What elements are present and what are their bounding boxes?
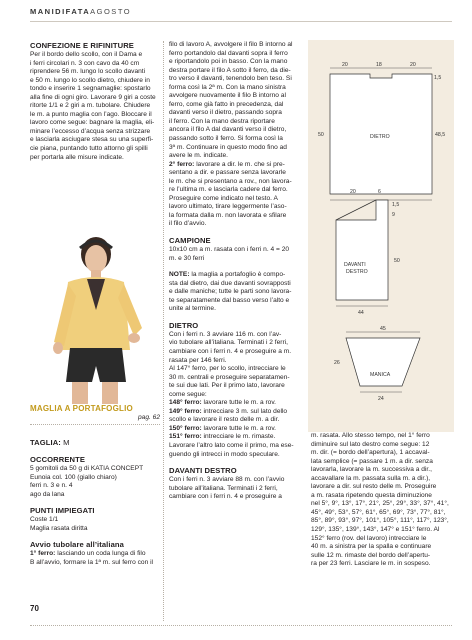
manica-top: 45 xyxy=(380,326,386,332)
occorrente-heading: OCCORRENTE xyxy=(30,455,86,464)
text-line: forma così la 2ª m. Con la mano sinistra xyxy=(169,83,286,91)
note-lead: NOTE: xyxy=(169,271,190,279)
row-instruction xyxy=(169,408,304,417)
text-line: m. e 30 ferri xyxy=(169,254,205,262)
text-line: ritorte 1/1 e 2 giri a m. tubolare. Chiudere xyxy=(30,102,151,110)
text-line: minare l’eccesso d’acqua senza strizzare xyxy=(30,127,151,135)
davanti-label-1: DAVANTI xyxy=(344,262,366,268)
model-illustration xyxy=(30,232,160,404)
magazine-brand: MANIDIFATA xyxy=(30,7,91,16)
text-line: il filo d’avvio. xyxy=(169,220,207,228)
text-line: la formata dalla m. non lavorata e sfilare xyxy=(169,211,287,219)
text-line: 10x10 cm a m. rasata con i ferri n. 4 = 20 xyxy=(169,246,290,254)
text-line: 85°, 89°, 93°, 97°, 101°, 105°, 111°, 117°, 123°, xyxy=(311,517,449,525)
campione-heading: CAMPIONE xyxy=(169,236,211,246)
text-line: il ferro. Con la mano destra riportare xyxy=(169,117,275,125)
text-line: 45°, 49°, 53°, 57°, 61°, 65°, 69°, 73°, 77°, 81°, xyxy=(311,508,446,516)
text-line: e dalle maniche; tutte le parti sono lavora- xyxy=(169,288,292,296)
text-line: 129°, 135°, 139°, 143°, 147° e 151° ferro. Al xyxy=(311,526,440,534)
text-line: cambiare con i ferri n. 4 e proseguire a xyxy=(169,493,282,501)
text-line: a m. rasata ripetendo questa diminuzione xyxy=(311,491,432,499)
dietro-top-mid: 18 xyxy=(376,62,382,68)
note-text-1: la maglia a portafoglio è compo- xyxy=(189,271,286,279)
text-line: lavoro ultimato, tirare leggermente l’aso- xyxy=(169,203,287,211)
stitch-line: Coste 1/1 xyxy=(30,516,59,524)
text-line: m. rasata. Allo stesso tempo, nel 1° ferro xyxy=(311,432,430,439)
row-lead: 151° ferro: xyxy=(169,433,202,441)
stitch-line: Maglia rasata diritta xyxy=(30,524,88,532)
text-line: sentano a dir. e passare senza lavorarle xyxy=(169,169,286,177)
occorrente-text xyxy=(30,465,160,499)
size-value: M xyxy=(60,438,70,447)
avvio-continued-text xyxy=(169,41,304,161)
f2-text xyxy=(169,169,304,229)
material-line: 5 gomitoli da 50 g di KATIA CONCEPT xyxy=(30,465,144,472)
text-line: ferro portandolo dal davanti sopra il ferro xyxy=(169,49,288,57)
dietro-side-right: 48,5 xyxy=(435,132,446,138)
text-line: avvolgere nuovamente il filo B intorno al xyxy=(169,92,286,100)
text-line: cambiare con i ferri n. 4 e proseguire a m. xyxy=(169,347,292,355)
text-line: ferro, come già fatto in precedenza, dal xyxy=(169,100,284,108)
text-line: tro verso il davanti, tenendolo ben teso. Si xyxy=(169,75,292,83)
text-line: Con i ferri n. 3 avviare 88 m. con l’avvio xyxy=(169,476,285,484)
avvio-heading: Avvio tubolare all’italiana xyxy=(30,540,124,550)
text-line: m. dir. (= bordo dell’apertura), 1 accaval- xyxy=(311,449,430,457)
text-line: Per il bordo dello scollo, con il Dama e xyxy=(30,51,143,58)
davanti-side-small: 1,5 xyxy=(392,202,400,208)
text-line: te separatamente dal basso verso l’alto e xyxy=(169,296,290,304)
text-line: diminuire sul lato destro come segue: 12 xyxy=(311,440,430,448)
page-number: 70 xyxy=(30,604,39,613)
note-text xyxy=(169,280,304,314)
f2-line-1 xyxy=(169,161,304,170)
text-line: come segue: xyxy=(169,390,207,398)
f2-text-1: lavorare a dir. le m. che si pre- xyxy=(194,160,285,168)
text-line: avere le m. indicate. xyxy=(169,152,229,160)
f2-lead: 2° ferro: xyxy=(169,160,195,168)
size-line xyxy=(30,438,160,448)
text-line: ancora il filo A dal davanti verso il dietro, xyxy=(169,126,287,134)
davanti-top-a: 20 xyxy=(350,189,356,195)
text-line: lavoro come segue: bagnare la maglia, eli- xyxy=(30,119,155,127)
text-line: Proseguire come indicato nel testo. A xyxy=(169,194,278,202)
punti-text xyxy=(30,516,160,533)
size-label: TAGLIA: xyxy=(30,438,61,447)
schematics-panel xyxy=(308,40,454,432)
text-line: ra per 23 ferri. Lasciare le m. in sospeso. xyxy=(311,560,431,568)
material-line: Eunoia col. 100 (giallo chiaro) xyxy=(30,473,117,481)
magazine-issue: AGOSTO xyxy=(90,7,132,16)
confezione-text xyxy=(30,51,158,162)
row-instruction xyxy=(169,416,304,425)
text-line: vio tubolare all’italiana. Terminati i 2 ferri, xyxy=(169,339,288,347)
manica-side: 26 xyxy=(334,360,340,366)
text-line: sta dal dietro, dai due davanti sovrapposti xyxy=(169,279,291,287)
text-line: filo di lavoro A, avvolgere il filo B intorno al xyxy=(169,41,293,48)
dietro-text xyxy=(169,331,304,399)
manica-label: MANICA xyxy=(370,372,391,378)
davanti-side-right: 50 xyxy=(394,258,400,264)
text-line: alla fine di ogni giro. Lavorare 9 giri a coste xyxy=(30,93,156,101)
row-lead: 149° ferro: xyxy=(169,407,202,415)
title-divider xyxy=(30,424,160,425)
running-header xyxy=(30,7,450,21)
row-text: scollo e lavorare il resto delle m. a dir. xyxy=(169,416,280,424)
avvio-text-1: lasciando un coda lunga di filo xyxy=(55,550,146,558)
davanti-top-b: 6 xyxy=(378,189,381,195)
dietro-heading: DIETRO xyxy=(169,320,199,330)
text-line: tubolare all’italiana. Terminati i 2 ferri, xyxy=(169,484,278,492)
avvio-lead: 1° ferro: xyxy=(30,550,56,558)
column-1 xyxy=(30,41,158,162)
row-instruction xyxy=(169,399,304,408)
schematics-svg xyxy=(308,40,454,432)
note-line-1 xyxy=(169,271,304,280)
schema-davanti xyxy=(336,200,388,300)
text-line: i ferri circolari n. 3 con cavo da 40 cm xyxy=(30,59,140,67)
page-reference: pag. 62 xyxy=(138,414,160,421)
model-title: MAGLIA A PORTAFOGLIO xyxy=(30,404,133,413)
row-text: lavorare tutte le m. a rov. xyxy=(201,399,276,407)
confezione-heading: CONFEZIONE E RIFINITURE xyxy=(30,41,134,50)
text-line: rasata per 146 ferri. xyxy=(169,356,227,364)
campione-text xyxy=(169,246,304,263)
header-rule xyxy=(30,21,452,22)
text-line: cie piana, puntando tutto attorno gli spilli xyxy=(30,145,148,153)
text-line: lavorare a dir. sul resto delle m. Proseguire xyxy=(311,483,437,491)
text-line: unite al termine. xyxy=(169,305,216,313)
davanti-label-2: DESTRO xyxy=(346,269,368,275)
text-line: e lasciarla asciugare stesa su una superfi- xyxy=(30,136,154,144)
punti-heading: PUNTI IMPIEGATI xyxy=(30,506,95,516)
text-line: lavorarla, lavorare la m. successiva a dir., xyxy=(311,466,432,474)
avvio-line-2: B all’avvio, formare la 1ª m. sul ferro con il xyxy=(30,558,154,566)
text-line: Con i ferri n. 3 avviare 116 m. con l’av- xyxy=(169,330,282,338)
dietro-label: DIETRO xyxy=(370,134,390,140)
davanti-side-small2: 9 xyxy=(392,212,395,218)
row-instruction xyxy=(169,451,304,460)
model-photo xyxy=(30,232,160,404)
text-line: davanti verso il dietro, passando sopra xyxy=(169,109,282,117)
row-instruction xyxy=(169,433,304,442)
material-line: ferri n. 3 e n. 4 xyxy=(30,482,73,490)
row-lead: 148° ferro: xyxy=(169,399,202,407)
davanti-destro-heading: DAVANTI DESTRO xyxy=(169,466,237,476)
dietro-rows xyxy=(169,399,304,459)
text-line: 3ª m. Continuare in questo modo fino ad xyxy=(169,143,287,151)
dietro-top-left: 20 xyxy=(342,62,348,68)
material-line: ago da lana xyxy=(30,490,65,498)
davanti-bottom: 44 xyxy=(358,310,364,316)
davanti-destro-continued xyxy=(311,432,453,569)
schema-manica xyxy=(346,338,420,386)
footer-rule xyxy=(30,625,452,626)
text-line: sulle 12 m. rimaste del bordo dell’apertu- xyxy=(311,551,431,559)
text-line: accavallare la m. passata sulla m. a dir.), xyxy=(311,474,431,482)
text-line: le m. a punto maglia con l’ago. Bloccare il xyxy=(30,110,152,118)
row-instruction xyxy=(169,442,304,451)
row-text: lavorare tutte le m. a rov. xyxy=(201,424,276,432)
text-line: 40 m. a sinistra per la spalla e continuare xyxy=(311,543,432,551)
materials-block xyxy=(30,438,160,567)
text-line: passando sotto il ferro. Si forma così la xyxy=(169,135,283,143)
text-line: riprendere 56 m. lungo lo scollo davanti xyxy=(30,68,146,76)
column-3 xyxy=(311,432,453,569)
text-line: le m. che si presentano a rov., non lavora- xyxy=(169,177,292,185)
row-text: Lavorare l’altro lato come il primo, ma ese- xyxy=(169,441,294,449)
text-line: e riportandolo poi in basso. Con la mano xyxy=(169,58,288,66)
avvio-line-1 xyxy=(30,550,160,559)
dietro-neck: 1,5 xyxy=(434,75,442,81)
text-line: re l’ultima m. e lasciarla cadere dal ferro. xyxy=(169,186,288,194)
dietro-top-right: 20 xyxy=(410,62,416,68)
text-line: tondo e inserire 1 segnamaglie: spostarlo xyxy=(30,85,151,93)
text-line: per portarla alle misure indicate. xyxy=(30,153,124,161)
davanti-destro-text xyxy=(169,476,304,502)
dietro-side-left: 50 xyxy=(318,132,324,138)
column-divider xyxy=(163,41,164,621)
column-2 xyxy=(169,41,304,502)
text-line: e 50 m. lungo lo scollo dietro, chiudere in xyxy=(30,76,150,84)
text-line: 30 m. centrali e proseguire separatamen- xyxy=(169,373,290,381)
manica-bottom: 24 xyxy=(378,396,384,402)
text-line: Al 147° ferro, per lo scollo, intrecciare le xyxy=(169,365,286,373)
row-lead: 150° ferro: xyxy=(169,424,202,432)
text-line: lata semplice (= passare 1 m. a dir. senza xyxy=(311,457,433,465)
row-text: intrecciare 3 m. sul lato dello xyxy=(201,407,288,415)
text-line: 152° ferro (rov. del lavoro) intrecciare le xyxy=(311,534,427,542)
text-line: te sui due lati. Per il primo lato, lavorare xyxy=(169,382,285,390)
row-text: intrecciare le m. rimaste. xyxy=(201,433,276,441)
row-text: guendo gli intrecci in modo speculare. xyxy=(169,450,280,458)
text-line: destra portare il filo A sotto il ferro, da die- xyxy=(169,66,291,74)
text-line: nel 5°, 9°, 13°, 17°, 21°, 25°, 29°, 33°, 37°, 41°, xyxy=(311,500,449,508)
